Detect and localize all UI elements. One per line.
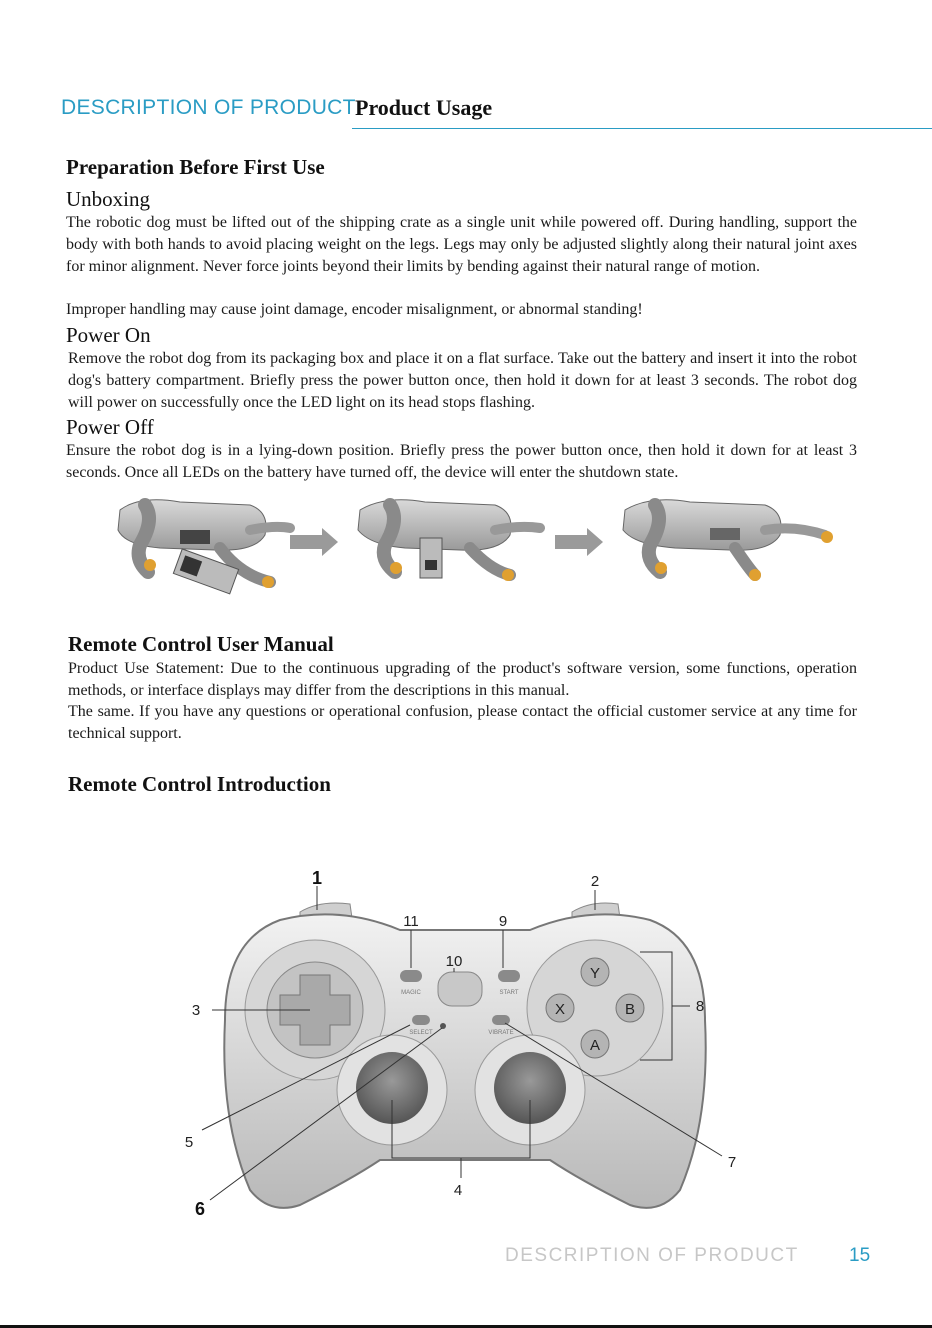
arrow-icon [555,528,603,556]
page-title: Product Usage [355,95,493,120]
svg-text:9: 9 [498,913,508,930]
svg-text:4: 4 [453,1182,463,1199]
svg-text:7: 7 [727,1154,737,1171]
start-button[interactable] [498,970,520,982]
svg-text:2: 2 [590,873,600,890]
magic-button[interactable] [400,970,422,982]
svg-text:X: X [554,1001,566,1018]
svg-text:MAGIC: MAGIC [401,990,421,996]
svg-text:6: 6 [194,1199,206,1219]
footer-section-label: DESCRIPTION OF PRODUCT [505,1245,799,1266]
prep-heading: Preparation Before First Use [66,155,325,179]
manual-heading: Remote Control User Manual [68,632,334,656]
svg-text:START: START [499,990,519,996]
page-number: 15 [849,1245,871,1266]
robot-dog-battery-in [358,500,540,581]
power-on-title: Power On [66,323,151,347]
unboxing-warning: Improper handling may cause joint damage, encoder misalignment, or abnormal standing! [66,301,643,318]
unboxing-title: Unboxing [66,187,150,211]
svg-text:VIBRATE: VIBRATE [488,1030,514,1036]
intro-heading: Remote Control Introduction [68,772,331,796]
svg-text:11: 11 [403,913,419,930]
robot-dog-steps-illustration [100,490,840,615]
svg-text:3: 3 [191,1002,201,1019]
vibrate-button[interactable] [492,1015,510,1025]
power-on-paragraph: Remove the robot dog from its packaging box and place it on a flat surface. Take out the battery and insert it into the robot dog's battery compartment. Briefly press the power button once, then hold it down for at least 3 seconds. The robot dog will power on successfully once the LED light on its head stops flashing. [68,350,857,411]
center-button[interactable] [438,972,482,1006]
select-button[interactable] [412,1015,430,1025]
manual-statement: Product Use Statement: Due to the continuous upgrading of the product's software version, some functions, operation methods, or interface displays may differ from the descriptions in this manual. [68,660,857,699]
power-off-paragraph: Ensure the robot dog is in a lying-down position. Briefly press the power button once, then hold it down for at least 3 seconds. Once all LEDs on the battery have turned off, the device will enter the shutdown state. [66,442,857,481]
arrow-icon [290,528,338,556]
robot-dog-powered-on [623,500,833,581]
header-rule [352,128,932,129]
svg-text:10: 10 [445,953,463,970]
svg-text:A: A [589,1037,601,1054]
led-indicator [440,1023,446,1029]
manual-support: The same. If you have any questions or operational confusion, please contact the official customer service at any time for technical support. [68,703,857,742]
svg-text:1: 1 [311,868,323,888]
svg-text:B: B [624,1001,636,1018]
power-off-title: Power Off [66,415,154,439]
gamepad-diagram [160,860,760,1230]
section-label: DESCRIPTION OF PRODUCT [61,96,356,119]
button-a[interactable] [581,1030,609,1058]
unboxing-paragraph: The robotic dog must be lifted out of the shipping crate as a single unit while powered off. During handling, support the body with both hands to avoid placing weight on the legs. Legs may only be adjusted slightly along their natural joint axes for minor alignment. Never force joints beyond their limits by bending against their natural range of motion. [66,214,857,275]
button-y[interactable] [581,958,609,986]
svg-text:Y: Y [589,965,601,982]
svg-text:5: 5 [184,1134,194,1151]
button-b[interactable] [616,994,644,1022]
svg-text:8: 8 [695,998,705,1015]
svg-text:SELECT: SELECT [409,1030,433,1036]
robot-dog-battery-out [118,500,290,594]
button-x[interactable] [546,994,574,1022]
